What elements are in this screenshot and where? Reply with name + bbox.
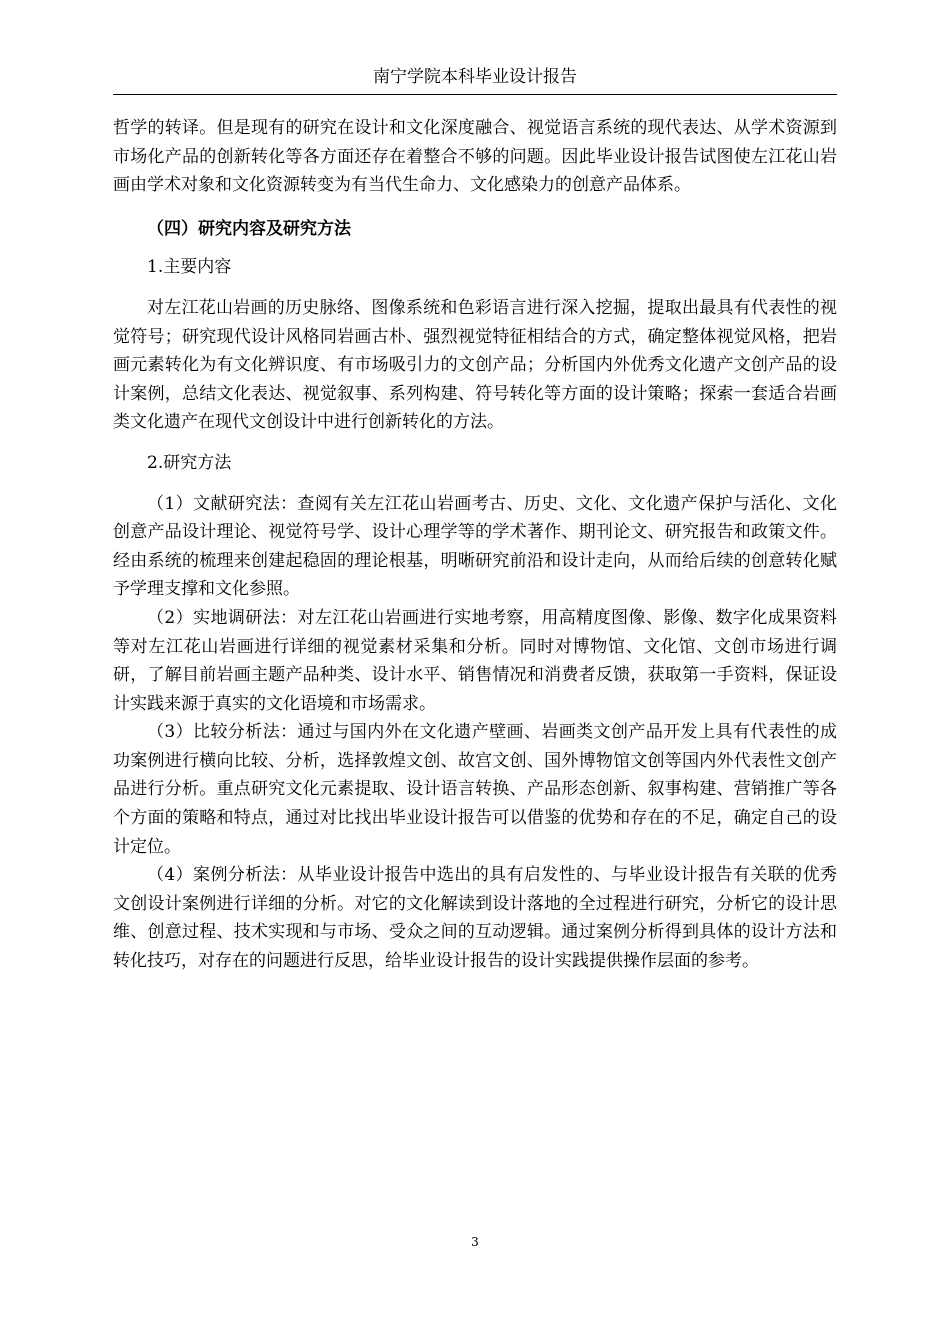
subsection-title-research-methods: 2.研究方法 (147, 452, 232, 473)
method-paragraph-literature: （1）文献研究法：查阅有关左江花山岩画考古、历史、文化、文化遗产保护与活化、文化创意产品设计理论、视觉符号学、设计心理学等的学术著作、期刊论文、研究报告和政策文件。经由系统的梳理来创建起稳固的理论根基，明晰研究前沿和设计走向，从而给后续的创意转化赋予学理支撑和文化参照。 (113, 493, 837, 600)
main-content-paragraph: 对左江花山岩画的历史脉络、图像系统和色彩语言进行深入挖掘，提取出最具有代表性的视觉符号；研究现代设计风格同岩画古朴、强烈视觉特征相结合的方式，确定整体视觉风格，把岩画元素转化为有文化辨识度、有市场吸引力的文创产品；分析国内外优秀文化遗产文创产品的设计案例，总结文化表达、视觉叙事、系列构建、符号转化等方面的设计策略；探索一套适合岩画类文化遗产在现代文创设计中进行创新转化的方法。 (113, 297, 837, 433)
header-divider (113, 94, 837, 95)
document-body (113, 114, 837, 976)
method-paragraph-field-research: （2）实地调研法：对左江花山岩画进行实地考察，用高精度图像、影像、数字化成果资料等对左江花山岩画进行详细的视觉素材采集和分析。同时对博物馆、文化馆、文创市场进行调研，了解目前岩画主题产品种类、设计水平、销售情况和消费者反馈，获取第一手资料，保证设计实践来源于真实的文化语境和市场需求。 (113, 607, 837, 714)
intro-paragraph: 哲学的转译。但是现有的研究在设计和文化深度融合、视觉语言系统的现代表达、从学术资源到市场化产品的创新转化等各方面还存在着整合不够的问题。因此毕业设计报告试图使左江花山岩画由学术对象和文化资源转变为有当代生命力、文化感染力的创意产品体系。 (113, 118, 837, 196)
subsection-title-main-content: 1.主要内容 (147, 257, 232, 278)
page-number: 3 (471, 1235, 479, 1249)
method-paragraph-case-study: （4）案例分析法：从毕业设计报告中选出的具有启发性的、与毕业设计报告有关联的优秀文创设计案例进行详细的分析。对它的文化解读到设计落地的全过程进行研究，分析它的设计思维、创意过程、技术实现和与市场、受众之间的互动逻辑。通过案例分析得到具体的设计方法和转化技巧，对存在的问题进行反思，给毕业设计报告的设计实践提供操作层面的参考。 (113, 865, 837, 972)
section-heading: （四）研究内容及研究方法 (147, 218, 351, 239)
method-paragraph-comparative: （3）比较分析法：通过与国内外在文化遗产壁画、岩画类文创产品开发上具有代表性的成功案例进行横向比较、分析，选择敦煌文创、故宫文创、国外博物馆文创等国内外代表性文创产品进行分析。重点研究文化元素提取、设计语言转换、产品形态创新、叙事构建、营销推广等各个方面的策略和特点，通过对比找出毕业设计报告可以借鉴的优势和存在的不足，确定自己的设计定位。 (113, 722, 837, 857)
page-header-title: 南宁学院本科毕业设计报告 (373, 67, 577, 87)
